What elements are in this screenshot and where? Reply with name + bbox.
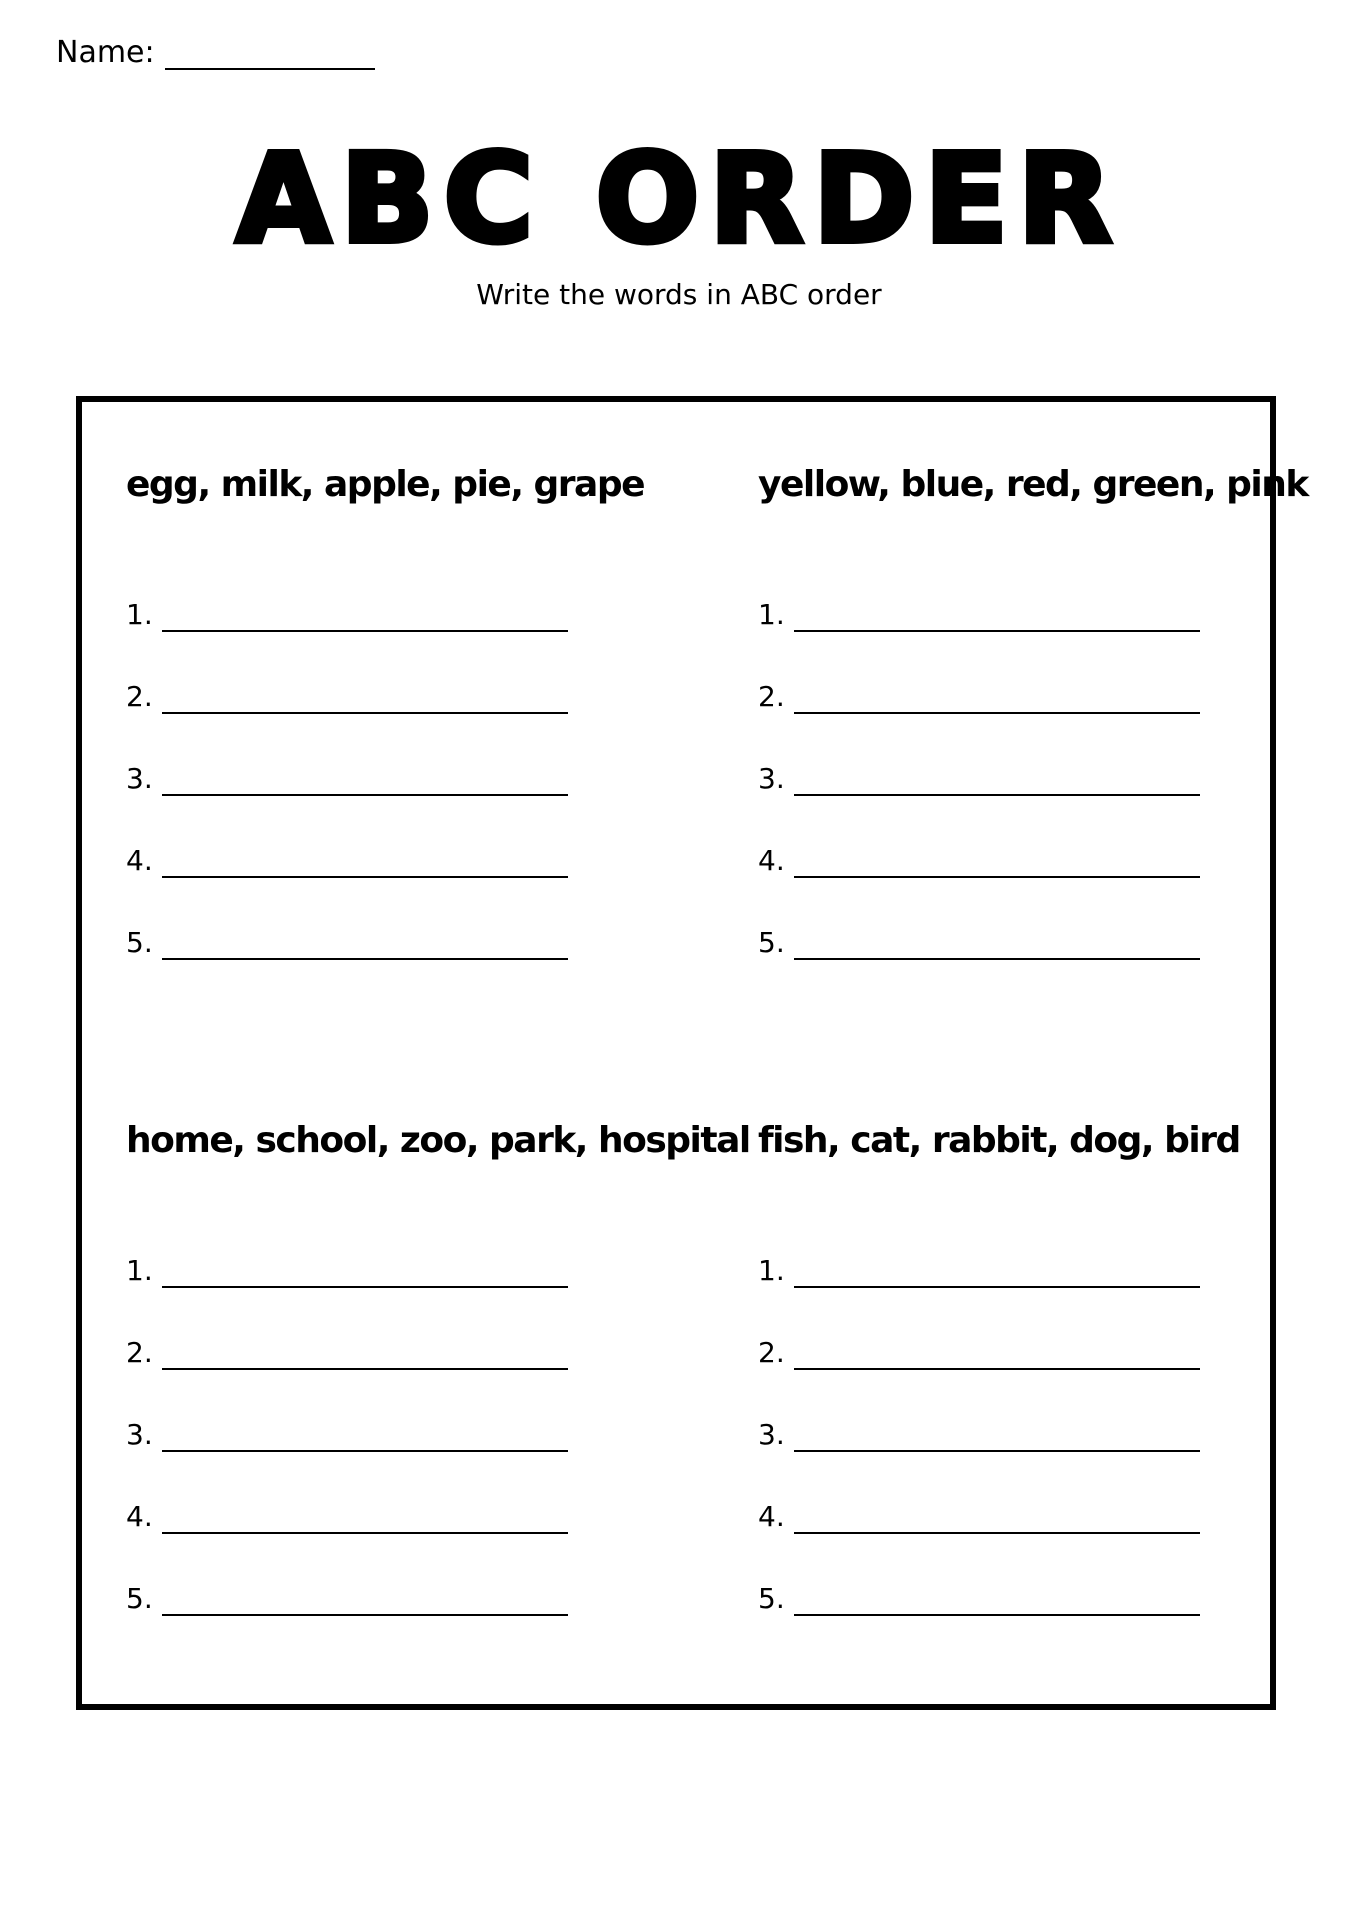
answer-blank-line[interactable] [794, 596, 1200, 632]
answer-blank-line[interactable] [162, 1334, 568, 1370]
answer-number: 4. [126, 844, 153, 877]
answer-blank-line[interactable] [794, 1498, 1200, 1534]
page-title: ABC ORDER [236, 128, 1122, 270]
answer-blank-line[interactable] [794, 1416, 1200, 1452]
answer-row [758, 1288, 1278, 1370]
answer-blank-line[interactable] [162, 924, 568, 960]
answer-blank-line[interactable] [794, 842, 1200, 878]
answer-list [758, 1206, 1278, 1616]
word-group-4 [758, 1116, 1278, 1616]
answer-blank-line[interactable] [162, 760, 568, 796]
page-subtitle: Write the words in ABC order [476, 278, 882, 311]
answer-row [126, 550, 646, 632]
answer-number: 3. [126, 1418, 153, 1451]
answer-row [126, 1452, 646, 1534]
answer-row [758, 1534, 1278, 1616]
word-group-2 [758, 460, 1308, 960]
answer-row [758, 878, 1278, 960]
answer-blank-line[interactable] [162, 678, 568, 714]
answer-list [126, 550, 646, 960]
answer-number: 3. [126, 762, 153, 795]
word-group-1 [126, 460, 646, 960]
answer-number: 3. [758, 1418, 785, 1451]
answer-number: 5. [126, 1582, 153, 1615]
answer-number: 1. [758, 1254, 785, 1287]
answer-row [758, 632, 1278, 714]
answer-row [126, 632, 646, 714]
answer-row [126, 1370, 646, 1452]
answer-blank-line[interactable] [794, 924, 1200, 960]
answer-number: 2. [126, 1336, 153, 1369]
word-group-3 [126, 1116, 750, 1616]
word-list: fish, cat, rabbit, dog, bird [758, 1120, 1240, 1161]
answer-blank-line[interactable] [794, 760, 1200, 796]
answer-row [126, 1206, 646, 1288]
answer-row [758, 796, 1278, 878]
word-list: egg, milk, apple, pie, grape [126, 464, 645, 505]
word-list: home, school, zoo, park, hospital [126, 1120, 750, 1161]
answer-number: 2. [758, 680, 785, 713]
answer-list [758, 550, 1278, 960]
worksheet-box [76, 396, 1308, 1710]
answer-row [126, 1288, 646, 1370]
answer-number: 2. [758, 1336, 785, 1369]
answer-number: 2. [126, 680, 153, 713]
answer-row [126, 796, 646, 878]
answer-blank-line[interactable] [162, 596, 568, 632]
answer-number: 1. [126, 598, 153, 631]
answer-number: 1. [126, 1254, 153, 1287]
answer-blank-line[interactable] [162, 842, 568, 878]
answer-blank-line[interactable] [162, 1498, 568, 1534]
answer-row [758, 1370, 1278, 1452]
answer-number: 5. [126, 926, 153, 959]
answer-number: 4. [758, 844, 785, 877]
answer-row [126, 1534, 646, 1616]
answer-list [126, 1206, 646, 1616]
answer-number: 3. [758, 762, 785, 795]
answer-row [126, 878, 646, 960]
name-label: Name: [56, 35, 155, 70]
answer-blank-line[interactable] [794, 1334, 1200, 1370]
answer-blank-line[interactable] [794, 1580, 1200, 1616]
answer-number: 5. [758, 926, 785, 959]
answer-blank-line[interactable] [162, 1416, 568, 1452]
answer-blank-line[interactable] [794, 678, 1200, 714]
name-blank-line[interactable] [165, 34, 375, 70]
answer-row [758, 714, 1278, 796]
answer-number: 5. [758, 1582, 785, 1615]
answer-blank-line[interactable] [162, 1580, 568, 1616]
answer-row [126, 714, 646, 796]
word-list: yellow, blue, red, green, pink [758, 464, 1308, 505]
name-field-row [56, 34, 375, 70]
answer-row [758, 550, 1278, 632]
answer-blank-line[interactable] [162, 1252, 568, 1288]
answer-number: 1. [758, 598, 785, 631]
answer-blank-line[interactable] [794, 1252, 1200, 1288]
answer-row [758, 1206, 1278, 1288]
answer-number: 4. [758, 1500, 785, 1533]
answer-number: 4. [126, 1500, 153, 1533]
answer-row [758, 1452, 1278, 1534]
